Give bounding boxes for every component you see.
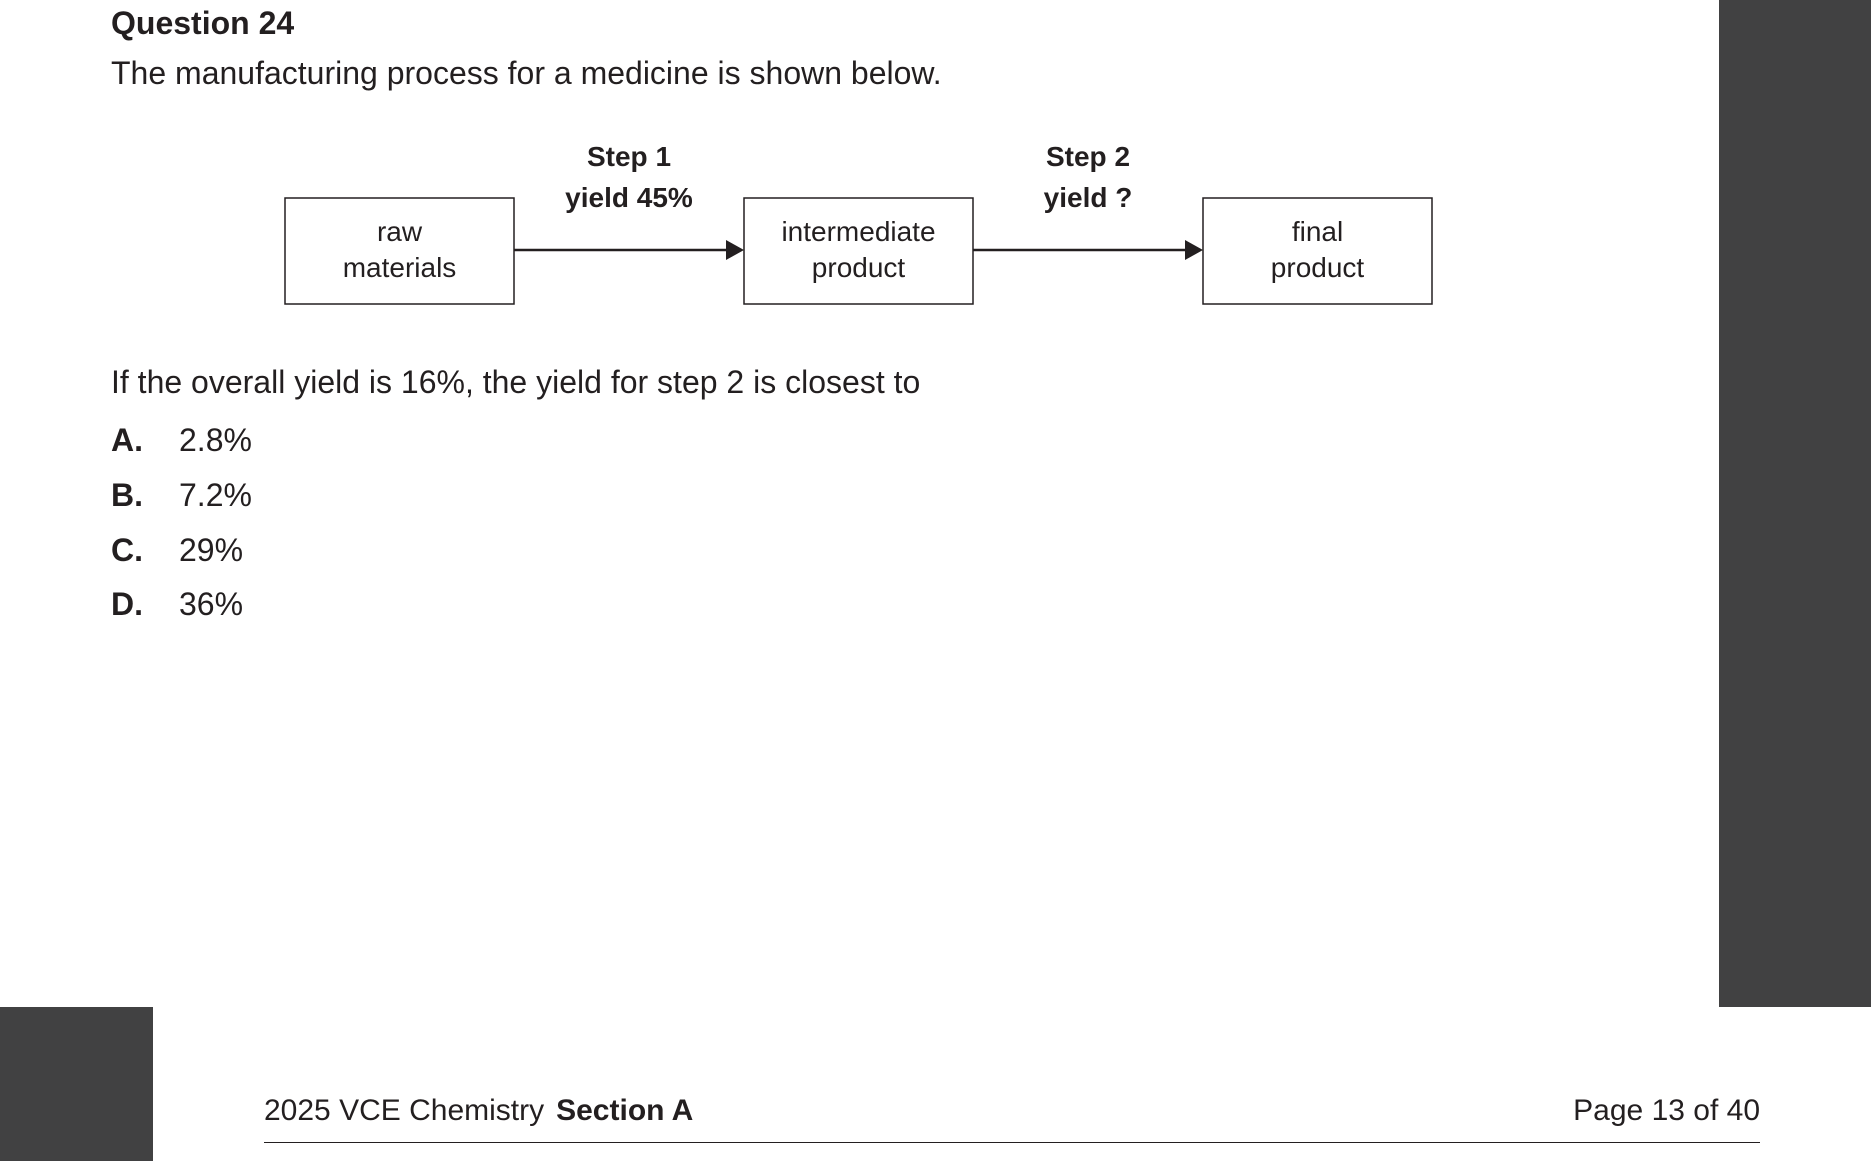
option-b-letter: B. bbox=[111, 477, 143, 513]
box-final-product bbox=[1203, 198, 1432, 304]
footer-divider bbox=[264, 1142, 1760, 1143]
option-b[interactable] bbox=[111, 474, 252, 516]
option-c[interactable] bbox=[111, 529, 243, 571]
option-a-letter: A. bbox=[111, 422, 143, 458]
box-intermediate-line1: intermediate bbox=[781, 216, 936, 247]
question-intro: The manufacturing process for a medicine is shown below. bbox=[111, 55, 942, 91]
option-d[interactable] bbox=[111, 583, 243, 625]
box-raw-materials-line1: raw bbox=[376, 216, 423, 247]
option-d-text: 36% bbox=[179, 586, 244, 622]
process-diagram bbox=[0, 0, 1871, 340]
option-a-text: 2.8% bbox=[179, 422, 252, 458]
box-intermediate-product bbox=[744, 198, 973, 304]
arrowhead-step-2-icon bbox=[1185, 240, 1203, 260]
question-stem: If the overall yield is 16%, the yield for step 2 is closest to bbox=[111, 364, 921, 400]
footer-subject bbox=[264, 1091, 693, 1131]
step-2-name: Step 2 bbox=[1045, 141, 1131, 172]
box-intermediate-line2: product bbox=[811, 252, 906, 283]
option-c-text: 29% bbox=[179, 532, 244, 568]
step-1-yield: yield 45% bbox=[565, 182, 693, 213]
page-corner-block bbox=[0, 1007, 153, 1161]
step-1-name: Step 1 bbox=[586, 141, 672, 172]
step-2-yield: yield ? bbox=[1043, 182, 1133, 213]
box-raw-materials-line2: materials bbox=[342, 252, 457, 283]
footer-page-number: Page 13 of 40 bbox=[1573, 1094, 1760, 1127]
option-a[interactable] bbox=[111, 419, 252, 461]
box-final-line1: final bbox=[1291, 216, 1344, 247]
arrowhead-step-1-icon bbox=[726, 240, 744, 260]
box-raw-materials bbox=[285, 198, 514, 304]
footer-section: Section A bbox=[556, 1094, 694, 1127]
question-title: Question 24 bbox=[111, 5, 295, 41]
option-c-letter: C. bbox=[111, 532, 143, 568]
option-d-letter: D. bbox=[111, 586, 143, 622]
option-b-text: 7.2% bbox=[179, 477, 252, 513]
footer-subject-text: 2025 VCE Chemistry bbox=[264, 1094, 545, 1127]
box-final-line2: product bbox=[1270, 252, 1365, 283]
